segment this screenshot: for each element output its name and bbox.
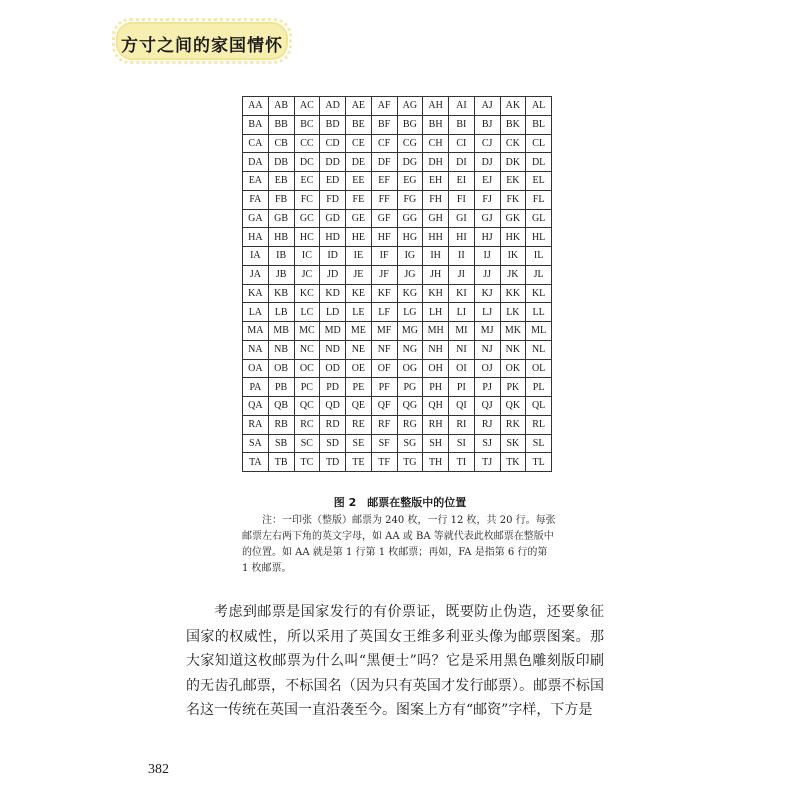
grid-cell: FL	[526, 190, 552, 209]
grid-cell: OK	[500, 359, 526, 378]
chapter-title: 方寸之间的家国情怀	[121, 36, 283, 56]
grid-cell: OB	[268, 359, 294, 378]
grid-cell: TF	[371, 453, 397, 472]
grid-cell: OC	[294, 359, 320, 378]
grid-cell: OG	[397, 359, 423, 378]
grid-cell: FC	[294, 190, 320, 209]
grid-cell: TJ	[474, 453, 500, 472]
grid-cell: ME	[346, 322, 372, 341]
grid-cell: MD	[320, 322, 346, 341]
grid-cell: NG	[397, 340, 423, 359]
grid-cell: GH	[423, 209, 449, 228]
grid-cell: IH	[423, 247, 449, 266]
grid-cell: FH	[423, 190, 449, 209]
grid-cell: FI	[449, 190, 475, 209]
grid-cell: SC	[294, 434, 320, 453]
grid-cell: FD	[320, 190, 346, 209]
grid-cell: LC	[294, 303, 320, 322]
grid-cell: DL	[526, 153, 552, 172]
grid-cell: PJ	[474, 378, 500, 397]
grid-cell: AG	[397, 97, 423, 116]
grid-cell: GJ	[474, 209, 500, 228]
grid-cell: AJ	[474, 97, 500, 116]
grid-cell: JH	[423, 265, 449, 284]
grid-cell: NH	[423, 340, 449, 359]
grid-cell: RC	[294, 415, 320, 434]
grid-cell: SH	[423, 434, 449, 453]
grid-cell: BB	[268, 115, 294, 134]
grid-cell: NF	[371, 340, 397, 359]
grid-cell: KK	[500, 284, 526, 303]
grid-cell: MG	[397, 322, 423, 341]
grid-cell: KH	[423, 284, 449, 303]
grid-cell: BK	[500, 115, 526, 134]
grid-cell: MH	[423, 322, 449, 341]
grid-cell: GC	[294, 209, 320, 228]
grid-cell: HA	[243, 228, 269, 247]
grid-cell: IA	[243, 247, 269, 266]
grid-cell: IE	[346, 247, 372, 266]
grid-cell: BH	[423, 115, 449, 134]
grid-cell: JJ	[474, 265, 500, 284]
grid-cell: RA	[243, 415, 269, 434]
grid-cell: LE	[346, 303, 372, 322]
grid-cell: RK	[500, 415, 526, 434]
grid-cell: GI	[449, 209, 475, 228]
grid-cell: JG	[397, 265, 423, 284]
grid-cell: GB	[268, 209, 294, 228]
grid-cell: GK	[500, 209, 526, 228]
grid-cell: ND	[320, 340, 346, 359]
grid-cell: MB	[268, 322, 294, 341]
grid-cell: QG	[397, 397, 423, 416]
grid-row	[243, 115, 552, 134]
grid-cell: IB	[268, 247, 294, 266]
grid-cell: OA	[243, 359, 269, 378]
grid-cell: OI	[449, 359, 475, 378]
grid-cell: SL	[526, 434, 552, 453]
grid-cell: AI	[449, 97, 475, 116]
grid-cell: QH	[423, 397, 449, 416]
body-paragraph: 考虑到邮票是国家发行的有价票证，既要防止伪造，还要象征国家的权威性，所以采用了英国女王维多利亚头像为邮票图案。那大家知道这枚邮票为什么叫“黑便士”吗？它是采用黑色雕刻版印刷的无齿孔邮票，不标国名（因为只有英国才发行邮票）。邮票不标国名这一传统在英国一直沿袭至今。图案上方有“邮资”字样，下方是	[186, 604, 604, 718]
grid-cell: TK	[500, 453, 526, 472]
grid-cell: QF	[371, 397, 397, 416]
grid-cell: CH	[423, 134, 449, 153]
grid-cell: TG	[397, 453, 423, 472]
grid-row	[243, 247, 552, 266]
grid-cell: MA	[243, 322, 269, 341]
grid-cell: EJ	[474, 172, 500, 191]
grid-cell: DE	[346, 153, 372, 172]
grid-cell: HI	[449, 228, 475, 247]
grid-cell: PA	[243, 378, 269, 397]
grid-cell: AE	[346, 97, 372, 116]
grid-cell: HH	[423, 228, 449, 247]
grid-cell: DJ	[474, 153, 500, 172]
grid-cell: KA	[243, 284, 269, 303]
grid-cell: MF	[371, 322, 397, 341]
grid-cell: PF	[371, 378, 397, 397]
grid-row	[243, 97, 552, 116]
grid-cell: LF	[371, 303, 397, 322]
grid-cell: CK	[500, 134, 526, 153]
grid-cell: PC	[294, 378, 320, 397]
grid-cell: HB	[268, 228, 294, 247]
grid-cell: PK	[500, 378, 526, 397]
grid-cell: JL	[526, 265, 552, 284]
grid-cell: OD	[320, 359, 346, 378]
grid-cell: IG	[397, 247, 423, 266]
grid-cell: AA	[243, 97, 269, 116]
grid-cell: BE	[346, 115, 372, 134]
grid-cell: AH	[423, 97, 449, 116]
grid-cell: JF	[371, 265, 397, 284]
grid-cell: RD	[320, 415, 346, 434]
grid-cell: AK	[500, 97, 526, 116]
grid-cell: QC	[294, 397, 320, 416]
grid-cell: BA	[243, 115, 269, 134]
grid-cell: PG	[397, 378, 423, 397]
grid-cell: SD	[320, 434, 346, 453]
grid-cell: FG	[397, 190, 423, 209]
header-banner	[118, 24, 286, 58]
grid-cell: BG	[397, 115, 423, 134]
grid-cell: EB	[268, 172, 294, 191]
grid-cell: ML	[526, 322, 552, 341]
grid-cell: GF	[371, 209, 397, 228]
grid-cell: CB	[268, 134, 294, 153]
grid-cell: AF	[371, 97, 397, 116]
grid-cell: DB	[268, 153, 294, 172]
grid-cell: QL	[526, 397, 552, 416]
grid-row	[243, 190, 552, 209]
grid-cell: NC	[294, 340, 320, 359]
grid-cell: NL	[526, 340, 552, 359]
grid-row	[243, 397, 552, 416]
grid-cell: QA	[243, 397, 269, 416]
grid-cell: BL	[526, 115, 552, 134]
grid-row	[243, 209, 552, 228]
grid-row	[243, 434, 552, 453]
grid-cell: JC	[294, 265, 320, 284]
grid-cell: FE	[346, 190, 372, 209]
grid-cell: JB	[268, 265, 294, 284]
grid-cell: SE	[346, 434, 372, 453]
grid-cell: QI	[449, 397, 475, 416]
grid-cell: SB	[268, 434, 294, 453]
grid-cell: IC	[294, 247, 320, 266]
grid-cell: EA	[243, 172, 269, 191]
grid-row	[243, 172, 552, 191]
grid-cell: IK	[500, 247, 526, 266]
grid-row	[243, 322, 552, 341]
grid-cell: PD	[320, 378, 346, 397]
grid-cell: TA	[243, 453, 269, 472]
grid-cell: BD	[320, 115, 346, 134]
grid-cell: KC	[294, 284, 320, 303]
grid-cell: DH	[423, 153, 449, 172]
figure-note: 注：一印张（整版）邮票为 240 枚，一行 12 枚，共 20 行。每张邮票左右两下角的英文字母，如 AA 或 BA 等就代表此枚邮票在整版中的位置。如 AA 就是第 1 行第 1 枚邮票；再如，FA 是指第 6 行的第 1 枚邮票。	[242, 515, 556, 574]
grid-cell: EH	[423, 172, 449, 191]
grid-cell: KE	[346, 284, 372, 303]
grid-cell: RI	[449, 415, 475, 434]
grid-cell: CJ	[474, 134, 500, 153]
grid-cell: AL	[526, 97, 552, 116]
grid-cell: RE	[346, 415, 372, 434]
grid-cell: NE	[346, 340, 372, 359]
grid-cell: TE	[346, 453, 372, 472]
grid-cell: CE	[346, 134, 372, 153]
grid-cell: IL	[526, 247, 552, 266]
grid-cell: RF	[371, 415, 397, 434]
grid-cell: HL	[526, 228, 552, 247]
grid-cell: MJ	[474, 322, 500, 341]
grid-cell: KB	[268, 284, 294, 303]
grid-cell: LB	[268, 303, 294, 322]
grid-cell: LG	[397, 303, 423, 322]
grid-row	[243, 134, 552, 153]
grid-cell: CD	[320, 134, 346, 153]
grid-cell: DC	[294, 153, 320, 172]
grid-cell: MC	[294, 322, 320, 341]
grid-cell: FF	[371, 190, 397, 209]
grid-cell: SJ	[474, 434, 500, 453]
grid-cell: PB	[268, 378, 294, 397]
grid-cell: OH	[423, 359, 449, 378]
grid-cell: SG	[397, 434, 423, 453]
page-number: 382	[148, 762, 169, 777]
grid-row	[243, 303, 552, 322]
grid-cell: NJ	[474, 340, 500, 359]
grid-cell: GA	[243, 209, 269, 228]
grid-cell: EL	[526, 172, 552, 191]
grid-cell: RG	[397, 415, 423, 434]
grid-cell: PI	[449, 378, 475, 397]
grid-cell: RB	[268, 415, 294, 434]
grid-cell: DD	[320, 153, 346, 172]
grid-cell: TD	[320, 453, 346, 472]
grid-cell: II	[449, 247, 475, 266]
grid-cell: OJ	[474, 359, 500, 378]
grid-cell: TI	[449, 453, 475, 472]
grid-cell: QJ	[474, 397, 500, 416]
grid-cell: QK	[500, 397, 526, 416]
grid-cell: HK	[500, 228, 526, 247]
grid-cell: FA	[243, 190, 269, 209]
grid-row	[243, 359, 552, 378]
figure-caption: 图 2 邮票在整版中的位置	[333, 496, 467, 509]
grid-cell: NA	[243, 340, 269, 359]
grid-cell: DG	[397, 153, 423, 172]
grid-cell: BJ	[474, 115, 500, 134]
grid-cell: KL	[526, 284, 552, 303]
grid-row	[243, 415, 552, 434]
grid-cell: KJ	[474, 284, 500, 303]
grid-cell: IJ	[474, 247, 500, 266]
grid-cell: SK	[500, 434, 526, 453]
grid-cell: HE	[346, 228, 372, 247]
grid-cell: MI	[449, 322, 475, 341]
grid-cell: NB	[268, 340, 294, 359]
grid-cell: GE	[346, 209, 372, 228]
grid-cell: CG	[397, 134, 423, 153]
grid-cell: SA	[243, 434, 269, 453]
grid-row	[243, 265, 552, 284]
grid-row	[243, 378, 552, 397]
grid-cell: KG	[397, 284, 423, 303]
grid-row	[243, 228, 552, 247]
grid-cell: SI	[449, 434, 475, 453]
grid-row	[243, 453, 552, 472]
grid-cell: FJ	[474, 190, 500, 209]
grid-cell: CF	[371, 134, 397, 153]
grid-cell: CL	[526, 134, 552, 153]
grid-cell: EI	[449, 172, 475, 191]
grid-row	[243, 284, 552, 303]
grid-cell: LL	[526, 303, 552, 322]
grid-row	[243, 153, 552, 172]
grid-cell: LH	[423, 303, 449, 322]
grid-cell: AB	[268, 97, 294, 116]
grid-cell: AD	[320, 97, 346, 116]
grid-cell: TB	[268, 453, 294, 472]
grid-cell: LD	[320, 303, 346, 322]
grid-cell: GL	[526, 209, 552, 228]
grid-cell: GG	[397, 209, 423, 228]
grid-cell: BF	[371, 115, 397, 134]
grid-cell: LI	[449, 303, 475, 322]
grid-cell: HD	[320, 228, 346, 247]
grid-cell: KI	[449, 284, 475, 303]
grid-cell: IF	[371, 247, 397, 266]
grid-cell: OE	[346, 359, 372, 378]
grid-cell: EE	[346, 172, 372, 191]
grid-cell: GD	[320, 209, 346, 228]
grid-cell: BI	[449, 115, 475, 134]
grid-cell: QD	[320, 397, 346, 416]
grid-cell: EF	[371, 172, 397, 191]
grid-cell: JA	[243, 265, 269, 284]
grid-cell: MK	[500, 322, 526, 341]
grid-cell: TH	[423, 453, 449, 472]
grid-cell: OF	[371, 359, 397, 378]
stamp-position-grid	[242, 96, 552, 472]
grid-cell: LK	[500, 303, 526, 322]
grid-cell: RL	[526, 415, 552, 434]
grid-cell: HC	[294, 228, 320, 247]
grid-cell: EG	[397, 172, 423, 191]
grid-cell: EC	[294, 172, 320, 191]
grid-cell: OL	[526, 359, 552, 378]
grid-cell: PE	[346, 378, 372, 397]
grid-cell: CA	[243, 134, 269, 153]
grid-cell: TL	[526, 453, 552, 472]
grid-cell: PH	[423, 378, 449, 397]
grid-cell: LA	[243, 303, 269, 322]
grid-cell: ED	[320, 172, 346, 191]
grid-cell: NI	[449, 340, 475, 359]
grid-cell: RH	[423, 415, 449, 434]
grid-cell: ID	[320, 247, 346, 266]
grid-cell: TC	[294, 453, 320, 472]
grid-cell: JK	[500, 265, 526, 284]
grid-cell: PL	[526, 378, 552, 397]
grid-cell: QB	[268, 397, 294, 416]
grid-cell: KF	[371, 284, 397, 303]
grid-cell: RJ	[474, 415, 500, 434]
grid-cell: CC	[294, 134, 320, 153]
grid-cell: JD	[320, 265, 346, 284]
grid-cell: DK	[500, 153, 526, 172]
grid-cell: SF	[371, 434, 397, 453]
grid-cell: EK	[500, 172, 526, 191]
grid-row	[243, 340, 552, 359]
grid-cell: FB	[268, 190, 294, 209]
grid-cell: AC	[294, 97, 320, 116]
grid-cell: DA	[243, 153, 269, 172]
grid-cell: HG	[397, 228, 423, 247]
grid-cell: JE	[346, 265, 372, 284]
grid-cell: JI	[449, 265, 475, 284]
grid-cell: KD	[320, 284, 346, 303]
grid-cell: NK	[500, 340, 526, 359]
grid-cell: FK	[500, 190, 526, 209]
grid-cell: DF	[371, 153, 397, 172]
grid-cell: LJ	[474, 303, 500, 322]
grid-cell: HF	[371, 228, 397, 247]
grid-cell: DI	[449, 153, 475, 172]
grid-cell: BC	[294, 115, 320, 134]
grid-cell: QE	[346, 397, 372, 416]
grid-cell: CI	[449, 134, 475, 153]
grid-cell: HJ	[474, 228, 500, 247]
